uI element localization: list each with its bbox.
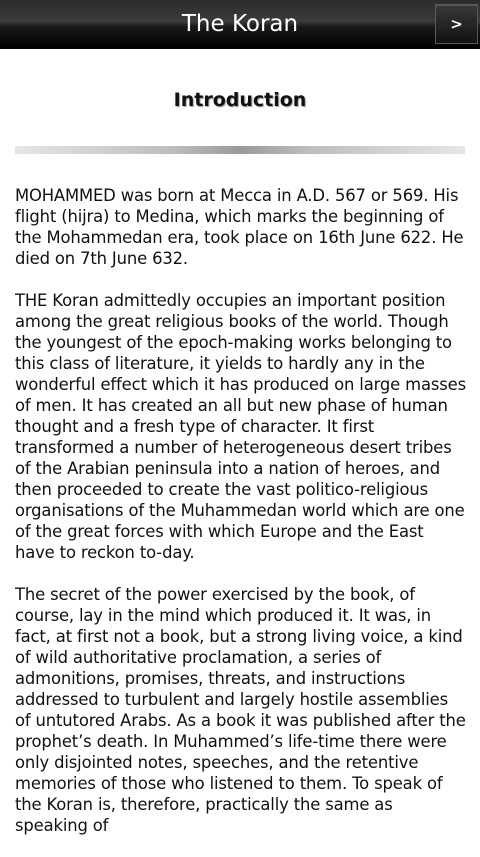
paragraph: THE Koran admittedly occupies an important position among the great religious books of the world. Though the youngest of the epoch-making works belonging to this class of literature, it yields to hardly any in the wonderful effect which it has produced on large masses of men. It has created an all but new phase of human thought and a fresh type of character. It first transformed a number of heterogeneous desert tribes of the Arabian peninsula into a nation of heroes, and then proceeded to create the vast politico-religious organisations of the Muhammedan world which are one of the great forces with which Europe and the East have to reckon to-day. xyxy=(15,291,466,562)
paragraph: The secret of the power exercised by the book, of course, lay in the mind which produced it. It was, in fact, at first not a book, but a strong living voice, a kind of wild authoritative proclamation, a series of admonitions, promises, threats, and instructions addressed to turbulent and largely hostile assemblies of untutored Arabs. As a book it was published after the prophet’s death. In Muhammed’s life-time there were only disjointed notes, speeches, and the retentive memories of those who listened to them. To speak of the Koran is, therefore, practically the same as speaking of xyxy=(15,585,466,835)
app-title: The Koran xyxy=(181,11,299,37)
next-page-button[interactable]: > xyxy=(435,4,478,44)
paragraph: MOHAMMED was born at Mecca in A.D. 567 or 569. His flight (hijra) to Medina, which marks the beginning of the Mohammedan era, took place on 16th June 622. He died on 7th June 632. xyxy=(15,186,464,268)
chapter-heading: Introduction xyxy=(173,89,307,111)
title-bar xyxy=(0,0,480,49)
chapter-text[interactable] xyxy=(15,185,467,857)
heading-divider xyxy=(15,146,465,154)
